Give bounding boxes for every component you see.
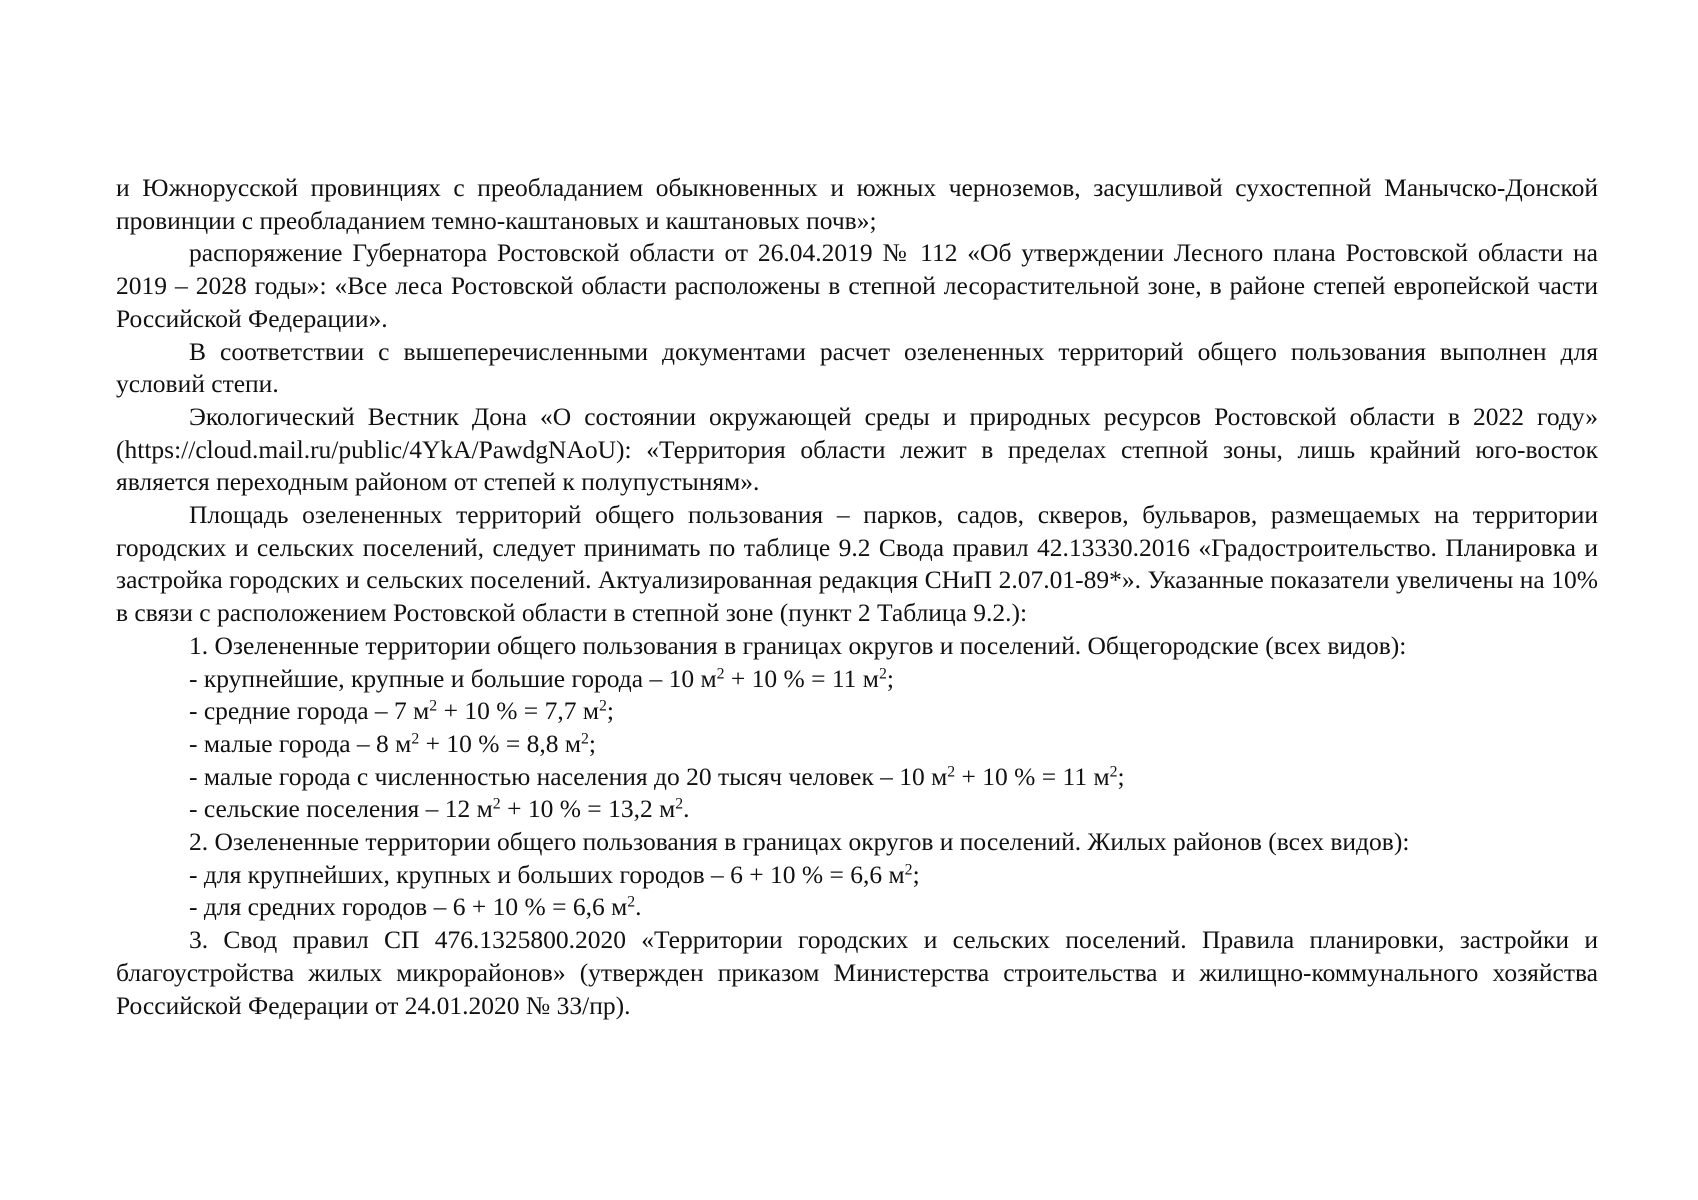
section-1-heading: 1. Озелененные территории общего пользования в границах округов и поселений. Общегородские (всех видов): [189, 630, 1407, 660]
paragraph-calculation-basis: В соответствии с вышеперечисленными документами расчет озелененных территорий общего пользования выполнен для условий степи. [116, 336, 1598, 399]
list-item-small-cities: - малые города – 8 $м^2 + 10$ % = 8,8 $м^2$; [189, 728, 596, 758]
list-item-largest-cities: - крупнейшие, крупные и большие города – 10 $м^2 + 10$ % = 11 $м^2$; [189, 663, 894, 693]
list-item-rural-settlements: - сельские поселения – 12 $м^2 + 10$ % = 13,2 $м^2$. [189, 794, 690, 824]
paragraph-ecological-bulletin: Экологический Вестник Дона «О состоянии окружающей среды и природных ресурсов Ростовской области в 2022 году» (https://cloud.mail.ru/public/4YkA/PawdgNAoU): «Территория области лежит в пределах степной зоны, лишь крайний юго-восток является переходным районом от степей к полупустыням». [116, 401, 1598, 497]
paragraph-governor-order: распоряжение Губернатора Ростовской области от 26.04.2019 № 112 «Об утверждении Лесного плана Ростовской области на 2019 – 2028 годы»: «Все леса Ростовской области расположены в степной лесорастительной зоне, в районе степей европейской части Российской Федерации». [116, 238, 1598, 333]
paragraph-soil-provinces: и Южнорусской провинциях с преобладанием обыкновенных и южных черноземов, засушливой сухостепной Манычско-Донской провинции с преобладанием темно-каштановых и каштановых почв»; [116, 173, 1598, 235]
paragraph-code-of-rules: 3. Свод правил СП 476.1325800.2020 «Территории городских и сельских поселений. Правила планировки, застройки и благоустройства жилых микрорайонов» (утвержден приказом Министерства строительства и жилищно-коммунального хозяйства Российской Федерации от 24.01.2020 № 33/пр). [116, 925, 1598, 1020]
section-2-heading: 2. Озелененные территории общего пользования в границах округов и поселений. Жилых районов (всех видов): [189, 827, 1410, 857]
list-item-residential-large: - для крупнейших, крупных и больших городов – 6 + 10 % = 6,6 $м^2$; [189, 859, 920, 889]
list-item-residential-medium: - для средних городов – 6 + 10 % = 6,6 $м^2$. [189, 892, 642, 922]
list-item-medium-cities: - средние города – 7 $м^2 + 10$ % = 7,7 $м^2$; [189, 696, 614, 726]
document-page [116, 172, 1598, 1022]
list-item-small-cities-20k: - малые города с численностью населения до 20 тысяч человек – 10 $м^2 + 10$ % = 11 $м^2$; [189, 761, 1125, 791]
paragraph-green-area-norms: Площадь озелененных территорий общего пользования – парков, садов, скверов, бульваров, размещаемых на территории городских и сельских поселений, следует принимать по таблице 9.2 Свода правил 42.13330.2016 «Градостроительство. Планировка и застройка городских и сельских поселений. Актуализированная редакция СНиП 2.07.01-89*». Указанные показатели увеличены на 10% в связи с расположением Ростовской области в степной зоне (пункт 2 Таблица 9.2.): [116, 500, 1598, 628]
